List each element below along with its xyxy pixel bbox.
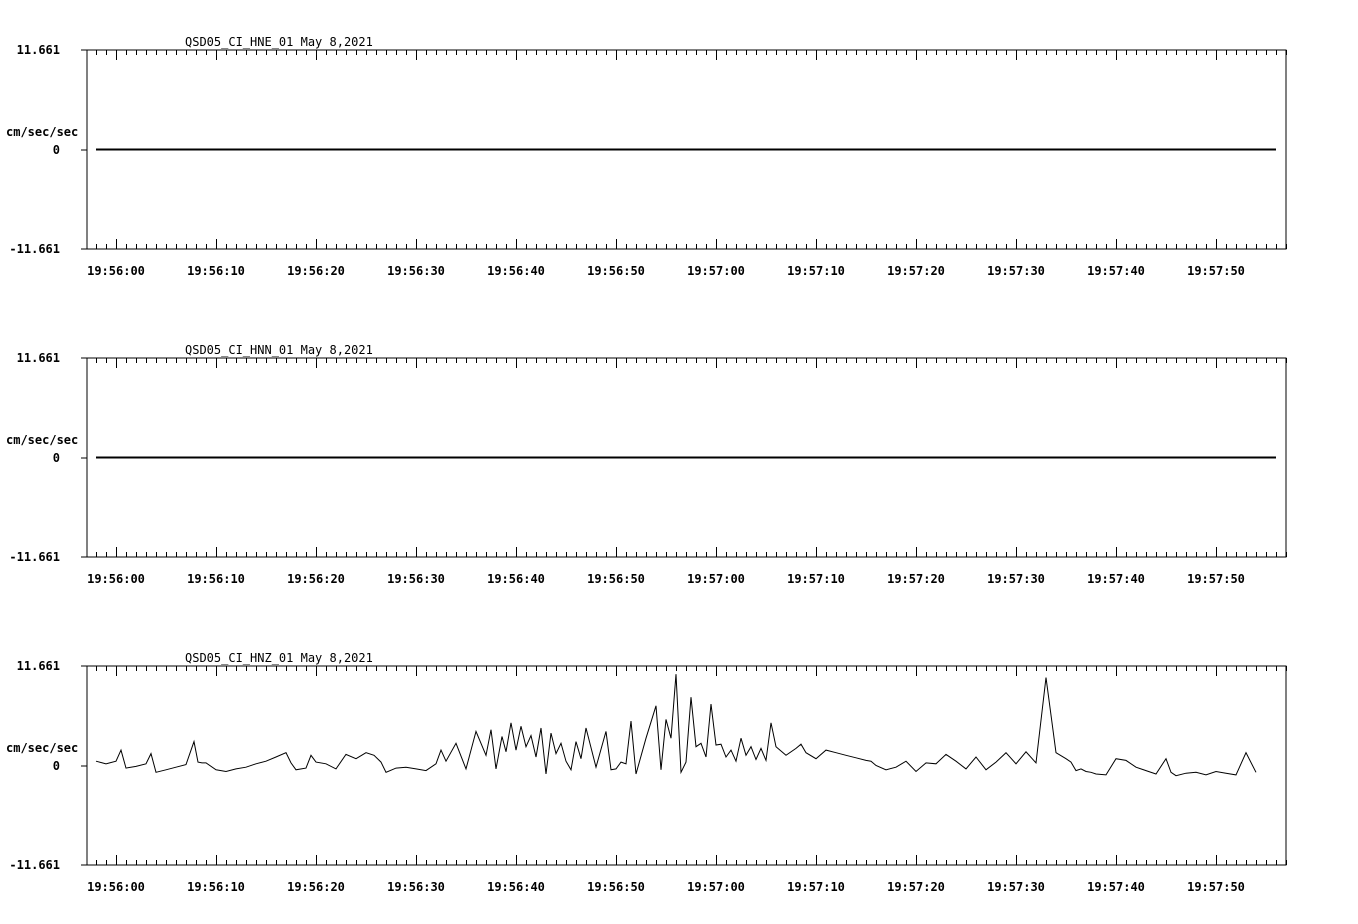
y-tick-label: 11.661 bbox=[16, 43, 60, 57]
chart-panel-2 bbox=[6, 343, 1287, 586]
x-tick-label: 19:57:00 bbox=[687, 572, 745, 586]
x-tick-label: 19:56:50 bbox=[587, 264, 645, 278]
chart-title: QSD05_CI_HNE_01 May 8,2021 bbox=[185, 35, 373, 49]
x-tick-label: 19:57:40 bbox=[1087, 880, 1145, 894]
x-tick-label: 19:56:40 bbox=[487, 572, 545, 586]
plot-frame bbox=[87, 666, 1286, 865]
y-tick-label: 0 bbox=[52, 759, 60, 773]
y-tick-label: -11.661 bbox=[9, 242, 60, 256]
x-tick-label: 19:57:50 bbox=[1187, 880, 1245, 894]
chart-panel-3 bbox=[6, 651, 1287, 894]
x-tick-label: 19:57:20 bbox=[887, 572, 945, 586]
x-tick-label: 19:57:10 bbox=[787, 264, 845, 278]
x-tick-label: 19:56:10 bbox=[187, 572, 245, 586]
x-tick-label: 19:57:40 bbox=[1087, 572, 1145, 586]
chart-title: QSD05_CI_HNN_01 May 8,2021 bbox=[185, 343, 373, 357]
chart-panel-1 bbox=[6, 35, 1287, 278]
x-tick-label: 19:57:40 bbox=[1087, 264, 1145, 278]
chart-title: QSD05_CI_HNZ_01 May 8,2021 bbox=[185, 651, 373, 665]
y-tick-label: 11.661 bbox=[16, 351, 60, 365]
x-tick-label: 19:56:50 bbox=[587, 880, 645, 894]
y-tick-label: -11.661 bbox=[9, 858, 60, 872]
y-tick-label: 11.661 bbox=[16, 659, 60, 673]
x-tick-label: 19:57:30 bbox=[987, 264, 1045, 278]
x-tick-label: 19:57:00 bbox=[687, 264, 745, 278]
x-tick-label: 19:56:50 bbox=[587, 572, 645, 586]
y-axis-label: cm/sec/sec bbox=[6, 741, 79, 755]
x-tick-label: 19:57:30 bbox=[987, 572, 1045, 586]
y-axis-label: cm/sec/sec bbox=[6, 125, 79, 139]
x-tick-label: 19:56:10 bbox=[187, 880, 245, 894]
x-tick-label: 19:56:40 bbox=[487, 880, 545, 894]
x-tick-label: 19:57:20 bbox=[887, 264, 945, 278]
x-tick-label: 19:57:10 bbox=[787, 572, 845, 586]
x-tick-label: 19:56:20 bbox=[287, 572, 345, 586]
x-tick-label: 19:56:00 bbox=[87, 264, 145, 278]
x-tick-label: 19:57:20 bbox=[887, 880, 945, 894]
x-tick-label: 19:57:10 bbox=[787, 880, 845, 894]
waveform-series bbox=[96, 674, 1256, 776]
x-tick-label: 19:57:50 bbox=[1187, 572, 1245, 586]
x-tick-label: 19:57:00 bbox=[687, 880, 745, 894]
x-tick-label: 19:56:30 bbox=[387, 572, 445, 586]
x-tick-label: 19:56:20 bbox=[287, 264, 345, 278]
x-tick-label: 19:56:10 bbox=[187, 264, 245, 278]
x-tick-label: 19:56:30 bbox=[387, 880, 445, 894]
y-axis-label: cm/sec/sec bbox=[6, 433, 79, 447]
x-tick-label: 19:56:40 bbox=[487, 264, 545, 278]
x-tick-label: 19:56:00 bbox=[87, 880, 145, 894]
x-tick-label: 19:56:00 bbox=[87, 572, 145, 586]
x-tick-label: 19:56:20 bbox=[287, 880, 345, 894]
x-tick-label: 19:56:30 bbox=[387, 264, 445, 278]
y-tick-label: 0 bbox=[52, 451, 60, 465]
y-tick-label: -11.661 bbox=[9, 550, 60, 564]
y-tick-label: 0 bbox=[52, 143, 60, 157]
x-tick-label: 19:57:30 bbox=[987, 880, 1045, 894]
x-tick-label: 19:57:50 bbox=[1187, 264, 1245, 278]
